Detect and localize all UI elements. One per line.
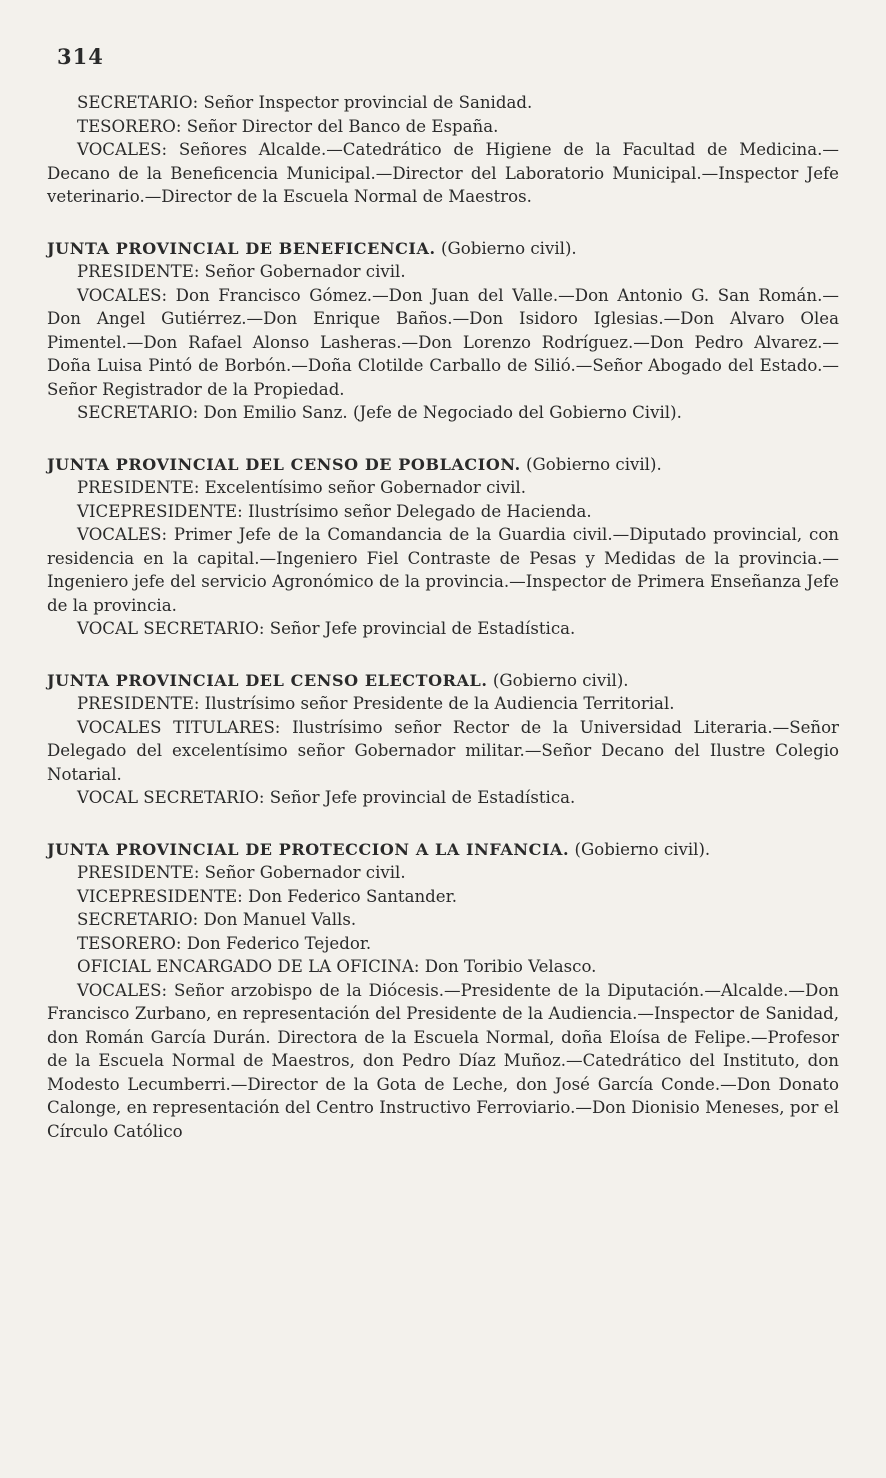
section-censo-poblacion	[47, 453, 839, 641]
paragraph: TESORERO: Señor Director del Banco de España.	[77, 116, 499, 136]
paragraph: VOCALES: Señores Alcalde.—Catedrático de Higiene de la Facultad de Medicina.—Decano de la Beneficencia Municipal.—Director del Laboratorio Municipal.—Inspector Jefe veterinario.—Director de la Escuela Normal de Maestros.	[47, 140, 839, 206]
section-heading: JUNTA PROVINCIAL DEL CENSO DE POBLACION.	[47, 454, 521, 474]
section-heading-line	[47, 669, 839, 693]
paragraph: VOCAL SECRETARIO: Señor Jefe provincial de Estadística.	[77, 788, 576, 807]
section-heading-note: (Gobierno civil).	[492, 670, 629, 690]
section-heading-line	[47, 453, 839, 477]
section-proteccion-infancia	[47, 838, 839, 1144]
paragraph: VICEPRESIDENTE: Ilustrísimo señor Delegado de Hacienda.	[77, 501, 592, 521]
paragraph: VOCALES: Señor arzobispo de la Diócesis.—Presidente de la Diputación.—Alcalde.—Don Francisco Zurbano, en representación del Presidente de la Audiencia.—Inspector de Sanidad, don Román García Durán. Directora de la Escuela Normal, doña Eloísa de Felipe.—Profesor de la Escuela Normal de Maestros, don Pedro Díaz Muñoz.—Catedrático del Instituto, don Modesto Lecumberri.—Director de la Gota de Leche, don José García Conde.—Don Donato Calonge, en representación del Centro Instructivo Ferroviario.—Don Dionisio Meneses, por el Círculo Católico	[47, 980, 839, 1141]
paragraph: VICEPRESIDENTE: Don Federico Santander.	[77, 886, 457, 906]
paragraph: OFICIAL ENCARGADO DE LA OFICINA: Don Toribio Velasco.	[77, 957, 597, 976]
paragraph: SECRETARIO: Don Emilio Sanz. (Jefe de Negociado del Gobierno Civil).	[77, 403, 682, 422]
paragraph: VOCALES: Primer Jefe de la Comandancia de la Guardia civil.—Diputado provincial, con residencia en la capital.—Ingeniero Fiel Contraste de Pesas y Medidas de la provincia.—Ingeniero jefe del servicio Agronómico de la provincia.—Inspector de Primera Enseñanza Jefe de la provincia.	[47, 525, 839, 615]
paragraph: VOCALES: Don Francisco Gómez.—Don Juan del Valle.—Don Antonio G. San Román.—Don Angel Gutiérrez.—Don Enrique Baños.—Don Isidoro Iglesias.—Don Alvaro Olea Pimentel.—Don Rafael Alonso Lasheras.—Don Lorenzo Rodríguez.—Don Pedro Alvarez.—Doña Luisa Pintó de Borbón.—Doña Clotilde Carballo de Silió.—Señor Abogado del Estado.—Señor Registrador de la Propiedad.	[47, 285, 839, 399]
page-body	[47, 91, 839, 1143]
section-sanidad-continuation	[47, 91, 839, 209]
section-heading-note: (Gobierno civil).	[441, 238, 577, 258]
section-heading-note: (Gobierno civil).	[526, 454, 662, 474]
paragraph: PRESIDENTE: Señor Gobernador civil.	[77, 262, 406, 281]
section-heading-line	[47, 838, 839, 862]
paragraph: PRESIDENTE: Excelentísimo señor Gobernador civil.	[77, 478, 526, 497]
section-heading: JUNTA PROVINCIAL DE BENEFICENCIA.	[47, 238, 436, 258]
paragraph: PRESIDENTE: Señor Gobernador civil.	[77, 863, 406, 882]
paragraph: TESORERO: Don Federico Tejedor.	[77, 933, 372, 953]
section-heading-note: (Gobierno civil).	[574, 839, 711, 859]
section-heading-line	[47, 237, 839, 261]
section-heading: JUNTA PROVINCIAL DEL CENSO ELECTORAL.	[47, 670, 488, 690]
section-censo-electoral	[47, 669, 839, 810]
paragraph: VOCALES TITULARES: Ilustrísimo señor Rector de la Universidad Literaria.—Señor Delegado del excelentísimo señor Gobernador militar.—Señor Decano del Ilustre Colegio Notarial.	[47, 717, 839, 784]
paragraph: SECRETARIO: Don Manuel Valls.	[77, 910, 357, 929]
page-number: 314	[57, 44, 104, 69]
paragraph: VOCAL SECRETARIO: Señor Jefe provincial de Estadística.	[77, 619, 576, 638]
paragraph: SECRETARIO: Señor Inspector provincial de Sanidad.	[77, 93, 533, 112]
section-heading: JUNTA PROVINCIAL DE PROTECCION A LA INFANCIA.	[47, 839, 570, 859]
paragraph: PRESIDENTE: Ilustrísimo señor Presidente de la Audiencia Territorial.	[77, 694, 675, 713]
section-beneficencia	[47, 237, 839, 425]
